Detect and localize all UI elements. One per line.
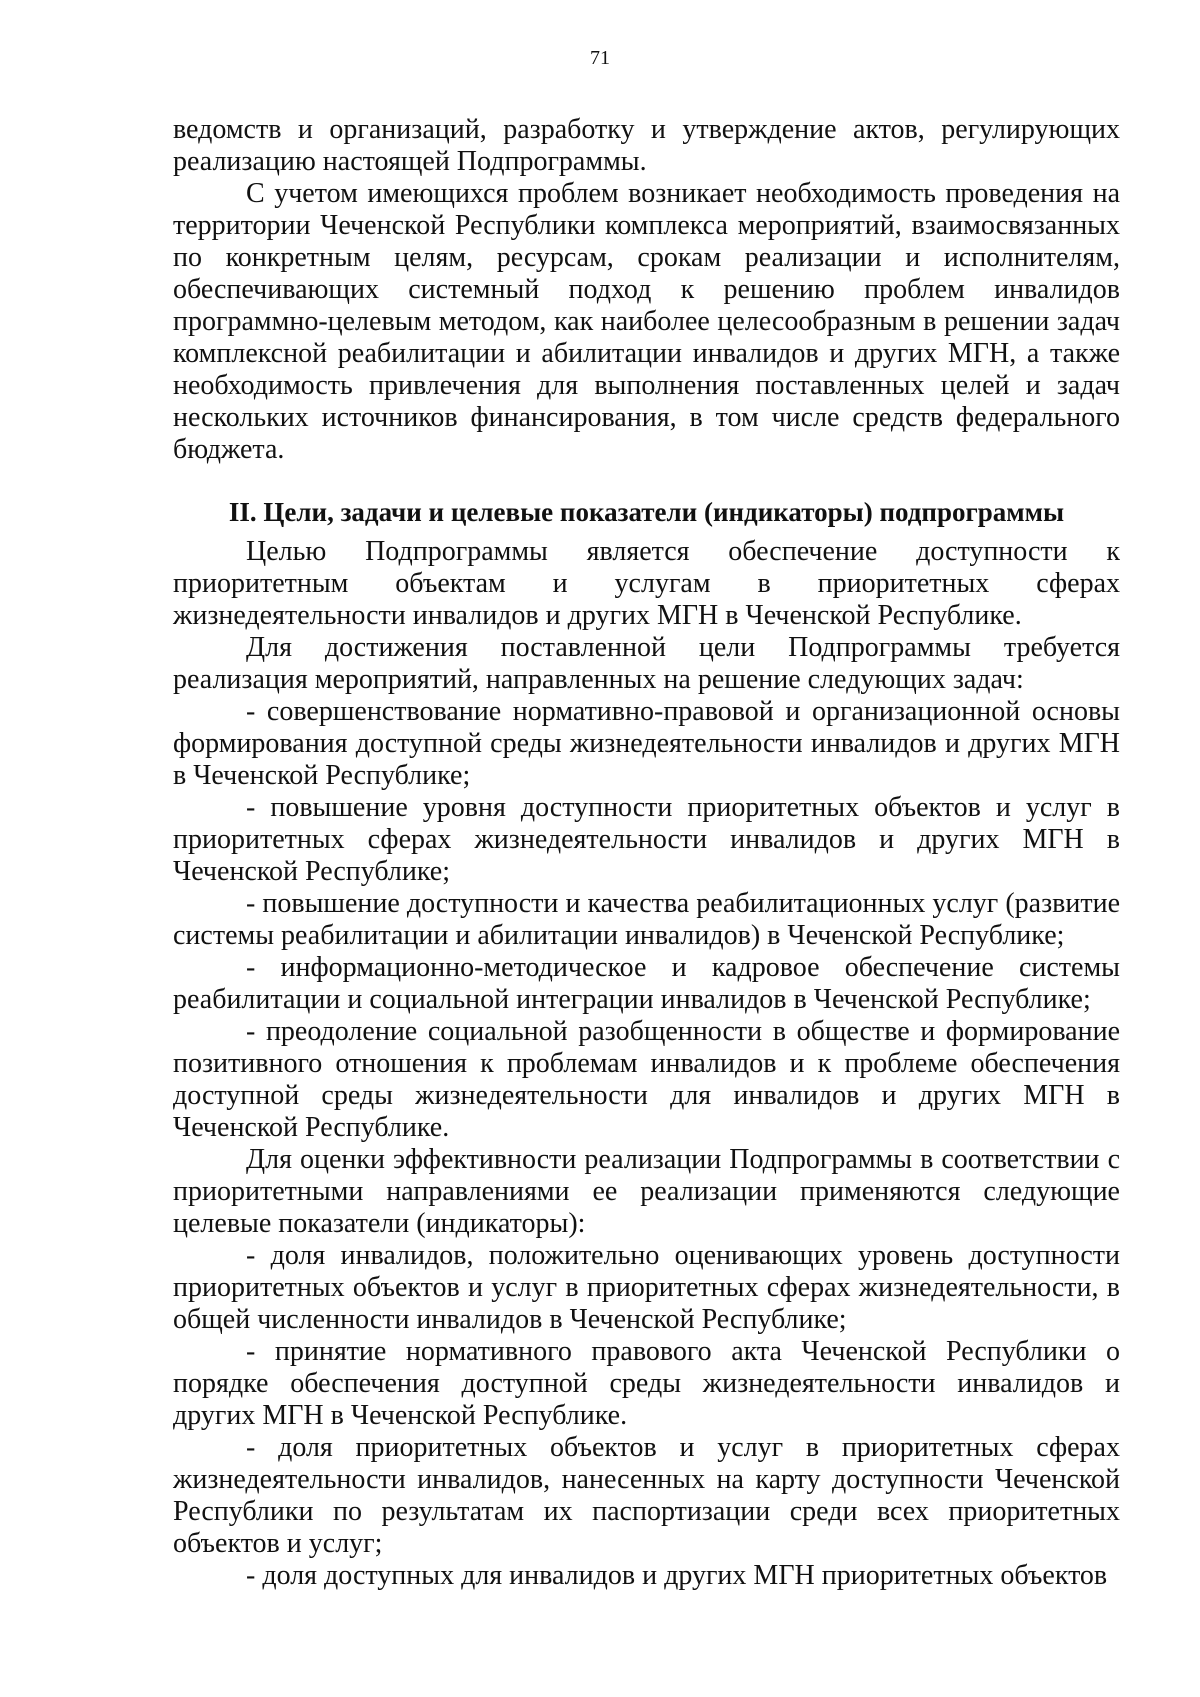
list-item: - доля приоритетных объектов и услуг в приоритетных сферах жизнедеятельности инвалидов, нанесенных на карту доступности Чеченской Республики по результатам их паспортизации среди всех приоритетных объектов и услуг; — [173, 1432, 1120, 1559]
list-item: - информационно-методическое и кадровое обеспечение системы реабилитации и социальной интеграции инвалидов в Чеченской Республике; — [173, 952, 1120, 1015]
list-item: - преодоление социальной разобщенности в обществе и формирование позитивного отношения к проблемам инвалидов и к проблеме обеспечения доступной среды жизнедеятельности для инвалидов и других МГН в Чеченской Республике. — [173, 1016, 1120, 1143]
list-item: - повышение уровня доступности приоритетных объектов и услуг в приоритетных сферах жизнедеятельности инвалидов и других МГН в Чеченской Республике; — [173, 792, 1120, 887]
paragraph: С учетом имеющихся проблем возникает необходимость проведения на территории Чеченской Республики комплекса мероприятий, взаимосвязанных по конкретным целям, ресурсам, срокам реализации и исполнителям, обеспечивающих системный подход к решению проблем инвалидов программно-целевым методом, как наиболее целесообразным в решении задач комплексной реабилитации и абилитации инвалидов и других МГН, а также необходимость привлечения для выполнения поставленных целей и задач нескольких источников финансирования, в том числе средств федерального бюджета. — [173, 178, 1120, 465]
paragraph: Для достижения поставленной цели Подпрограммы требуется реализация мероприятий, направленных на решение следующих задач: — [173, 632, 1120, 695]
paragraph: ведомств и организаций, разработку и утверждение актов, регулирующих реализацию настоящей Подпрограммы. — [173, 114, 1120, 177]
list-item: - доля инвалидов, положительно оценивающих уровень доступности приоритетных объектов и услуг в приоритетных сферах жизнедеятельности, в общей численности инвалидов в Чеченской Республике; — [173, 1240, 1120, 1335]
section-heading: II. Цели, задачи и целевые показатели (индикаторы) подпрограммы — [228, 497, 1065, 527]
list-item: - повышение доступности и качества реабилитационных услуг (развитие системы реабилитации и абилитации инвалидов) в Чеченской Республике; — [173, 888, 1120, 951]
list-item: - совершенствование нормативно-правовой и организационной основы формирования доступной среды жизнедеятельности инвалидов и других МГН в Чеченской Республике; — [173, 696, 1120, 791]
page-body — [173, 114, 1120, 1592]
list-item: - принятие нормативного правового акта Чеченской Республики о порядке обеспечения доступной среды жизнедеятельности инвалидов и других МГН в Чеченской Республике. — [173, 1336, 1120, 1431]
paragraph: Целью Подпрограммы является обеспечение доступности к приоритетным объектам и услугам в приоритетных сферах жизнедеятельности инвалидов и других МГН в Чеченской Республике. — [173, 536, 1120, 631]
page-number: 71 — [590, 47, 610, 69]
paragraph: Для оценки эффективности реализации Подпрограммы в соответствии с приоритетными направлениями ее реализации применяются следующие целевые показатели (индикаторы): — [173, 1144, 1120, 1239]
list-item: - доля доступных для инвалидов и других МГН приоритетных объектов — [246, 1560, 1108, 1591]
